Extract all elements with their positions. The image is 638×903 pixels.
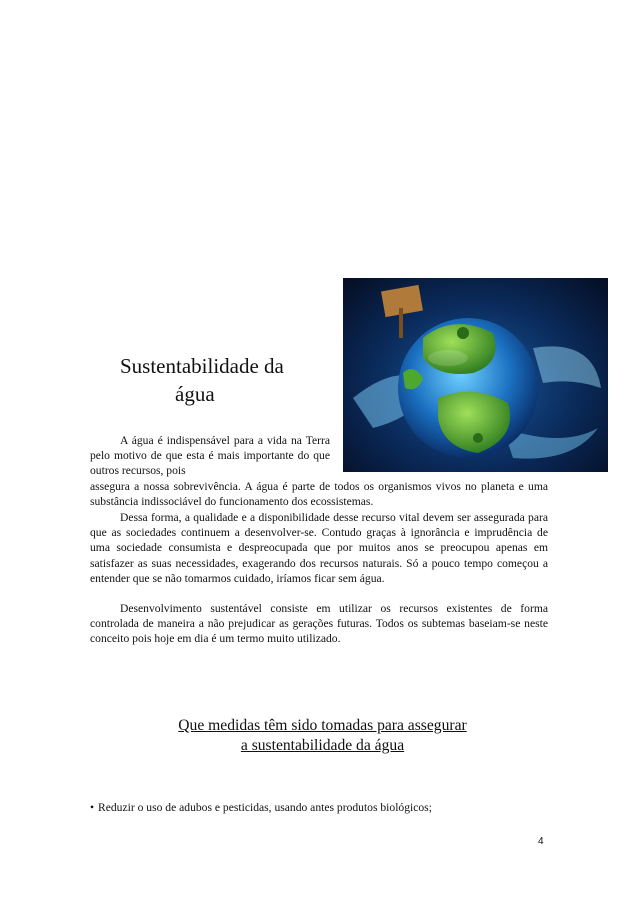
section-heading [150,716,495,756]
list-item-text: Reduzir o uso de adubos e pesticidas, usando antes produtos biológicos; [98,801,432,814]
bullet-icon: • [90,801,95,814]
paragraph-1-continued: assegura a nossa sobrevivência. A água é parte de todos os organismos vivos no planeta e uma substância indissociável do funcionamento dos ecossistemas. [90,480,548,509]
list-item [90,800,550,815]
page-title [120,352,335,408]
title-line-1: Sustentabilidade da [120,354,284,378]
paragraph-1-wrapped: A água é indispensável para a vida na Terra pelo motivo de que esta é mais importante do que outros recursos, pois [90,434,330,478]
paragraph-2: Dessa forma, a qualidade e a disponibilidade desse recurso vital devem ser assegurada para que as sociedades continuem a desenvolver-se. Contudo graças à ignorância e imprudência de uma sociedade consumista e despreocupada que por muitos anos se preocupou apenas em satisfazer as suas necessidades, exagerando dos recursos naturais. Só a pouco tempo começou a entender que se não tomarmos cuidado, iríamos ficar sem água. [90,511,548,585]
earth-water-illustration [343,278,608,472]
paragraph-3: Desenvolvimento sustentável consiste em utilizar os recursos existentes de forma controlada de maneira a não prejudicar as gerações futuras. Todos os subtemas baseiam-se neste conceito pois hoje em dia é um termo muito utilizado. [90,602,548,646]
section-heading-line-2: a sustentabilidade da água [240,737,405,754]
section-heading-line-1: Que medidas têm sido tomadas para assegurar [178,717,467,734]
page-number: 4 [538,836,544,847]
title-line-2: água [175,382,215,406]
